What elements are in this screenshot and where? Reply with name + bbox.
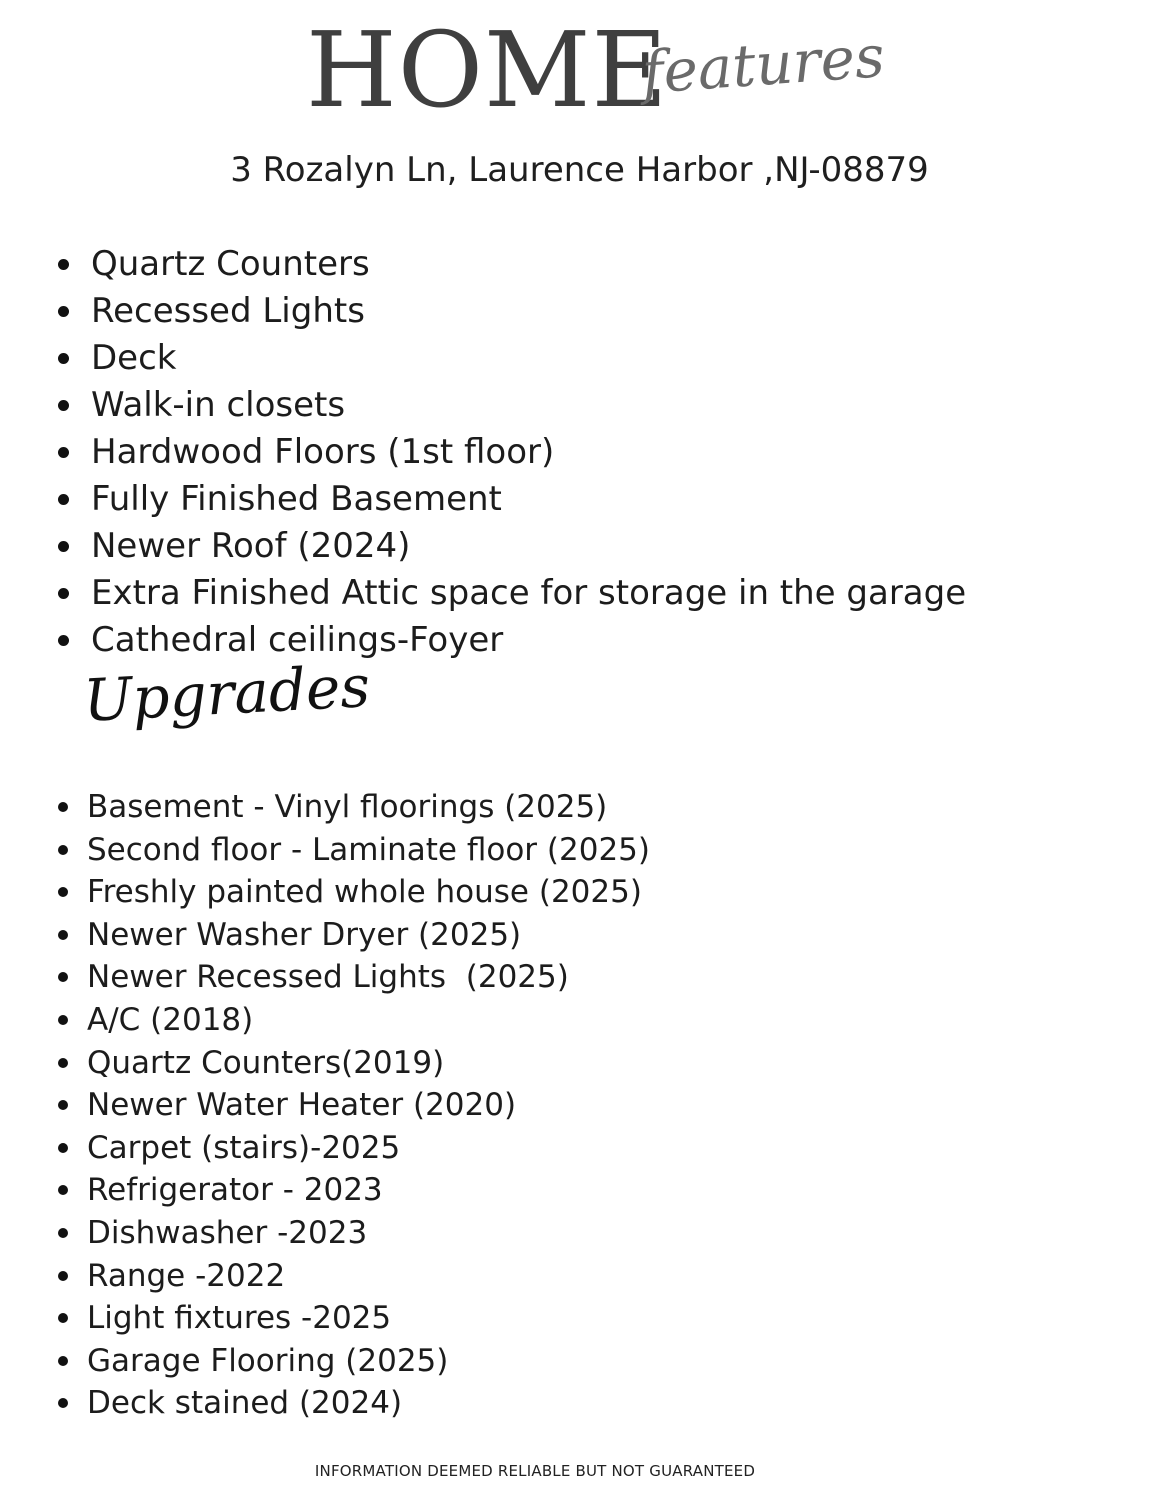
upgrades-list — [56, 786, 650, 1425]
feature-item: Extra Finished Attic space for storage in the garage — [56, 570, 966, 617]
upgrade-item: Freshly painted whole house (2025) — [56, 871, 650, 914]
upgrade-item: A/C (2018) — [56, 999, 650, 1042]
feature-item: Walk-in closets — [56, 382, 966, 429]
feature-item: Quartz Counters — [56, 241, 966, 288]
upgrade-item: Light fixtures -2025 — [56, 1297, 650, 1340]
feature-item: Cathedral ceilings-Foyer — [56, 617, 966, 664]
upgrade-item: Quartz Counters(2019) — [56, 1042, 650, 1085]
upgrade-item: Newer Recessed Lights (2025) — [56, 956, 650, 999]
feature-item: Deck — [56, 335, 966, 382]
upgrades-heading: Upgrades — [81, 652, 372, 735]
feature-item: Newer Roof (2024) — [56, 523, 966, 570]
upgrade-item: Garage Flooring (2025) — [56, 1340, 650, 1383]
upgrade-item: Deck stained (2024) — [56, 1382, 650, 1425]
feature-item: Fully Finished Basement — [56, 476, 966, 523]
upgrade-item: Carpet (stairs)-2025 — [56, 1127, 650, 1170]
upgrade-item: Range -2022 — [56, 1255, 650, 1298]
upgrade-item: Newer Water Heater (2020) — [56, 1084, 650, 1127]
features-list — [56, 241, 966, 664]
page-title: HOME — [306, 9, 669, 131]
upgrade-item: Second floor - Laminate floor (2025) — [56, 829, 650, 872]
upgrade-item: Dishwasher -2023 — [56, 1212, 650, 1255]
feature-item: Hardwood Floors (1st floor) — [56, 429, 966, 476]
upgrade-item: Refrigerator - 2023 — [56, 1169, 650, 1212]
property-address: 3 Rozalyn Ln, Laurence Harbor ,NJ-08879 — [230, 150, 929, 190]
feature-item: Recessed Lights — [56, 288, 966, 335]
page-title-script: features — [639, 22, 887, 107]
disclaimer: INFORMATION DEEMED RELIABLE BUT NOT GUARANTEED — [314, 1462, 756, 1480]
upgrade-item: Newer Washer Dryer (2025) — [56, 914, 650, 957]
upgrade-item: Basement - Vinyl floorings (2025) — [56, 786, 650, 829]
